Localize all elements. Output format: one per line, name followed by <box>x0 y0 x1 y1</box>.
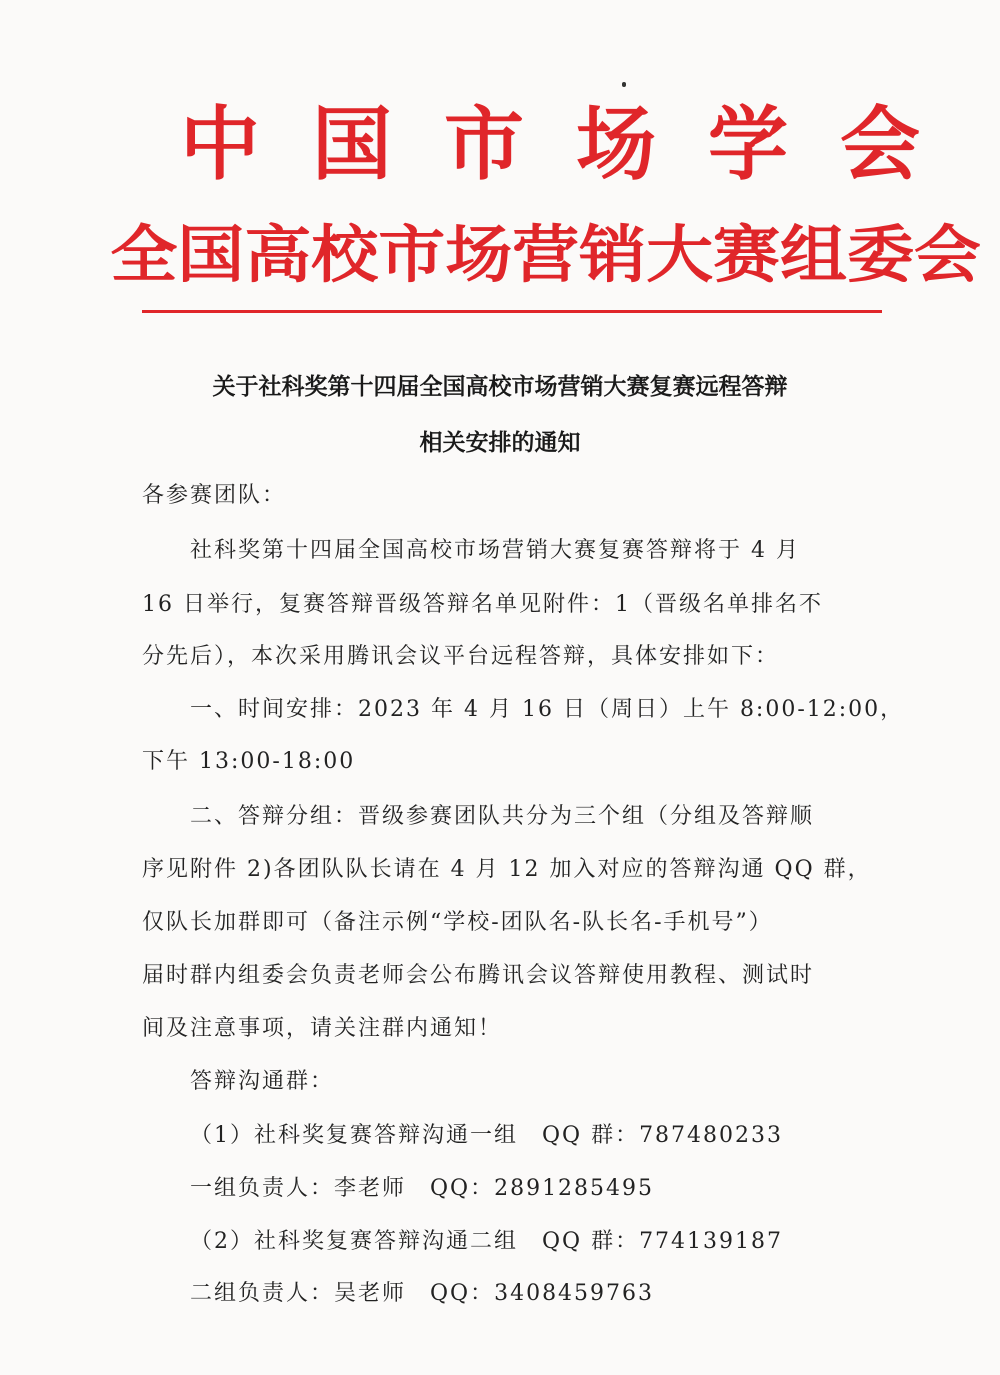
schedule-line: 一、时间安排：2023 年 4 月 16 日（周日）上午 8:00-12:00， <box>190 697 905 722</box>
body-line: 分先后），本次采用腾讯会议平台远程答辩，具体安排如下： <box>142 644 780 669</box>
body-line: 社科奖第十四届全国高校市场营销大赛复赛答辩将于 4 月 <box>190 538 800 563</box>
qq-group-2-contact: 二组负责人：吴老师 QQ：3408459763 <box>190 1281 655 1306</box>
notice-title-line-1: 关于社科奖第十四届全国高校市场营销大赛复赛远程答辩 <box>212 374 788 400</box>
qq-group-2: （2）社科奖复赛答辩沟通二组 QQ 群：774139187 <box>190 1229 784 1254</box>
grouping-line: 间及注意事项，请关注群内通知！ <box>142 1016 503 1041</box>
letterhead-org-name: 中国市场学会 <box>180 98 972 191</box>
scan-speck <box>622 82 626 87</box>
grouping-line: 届时群内组委会负责老师会公布腾讯会议答辩使用教程、测试时 <box>142 963 815 988</box>
grouping-line: 仅队长加群即可（备注示例“学校-团队名-队长名-手机号”） <box>142 910 773 935</box>
grouping-line: 二、答辩分组：晋级参赛团队共分为三个组（分组及答辩顺 <box>190 804 815 829</box>
qq-groups-heading: 答辩沟通群： <box>190 1069 335 1094</box>
body-line: 16 日举行，复赛答辩晋级答辩名单见附件：1（晋级名单排名不 <box>142 592 823 617</box>
letterhead-committee-name: 全国高校市场营销大赛组委会 <box>110 218 981 291</box>
qq-group-1: （1）社科奖复赛答辩沟通一组 QQ 群：787480233 <box>190 1123 784 1148</box>
notice-title-line-2: 相关安排的通知 <box>419 430 581 456</box>
salutation: 各参赛团队： <box>142 483 287 508</box>
schedule-line: 下午 13:00-18:00 <box>142 749 356 774</box>
qq-group-1-contact: 一组负责人：李老师 QQ：2891285495 <box>190 1176 655 1201</box>
letterhead-divider <box>142 310 882 313</box>
grouping-line: 序见附件 2)各团队队长请在 4 月 12 加入对应的答辩沟通 QQ 群， <box>142 857 872 882</box>
